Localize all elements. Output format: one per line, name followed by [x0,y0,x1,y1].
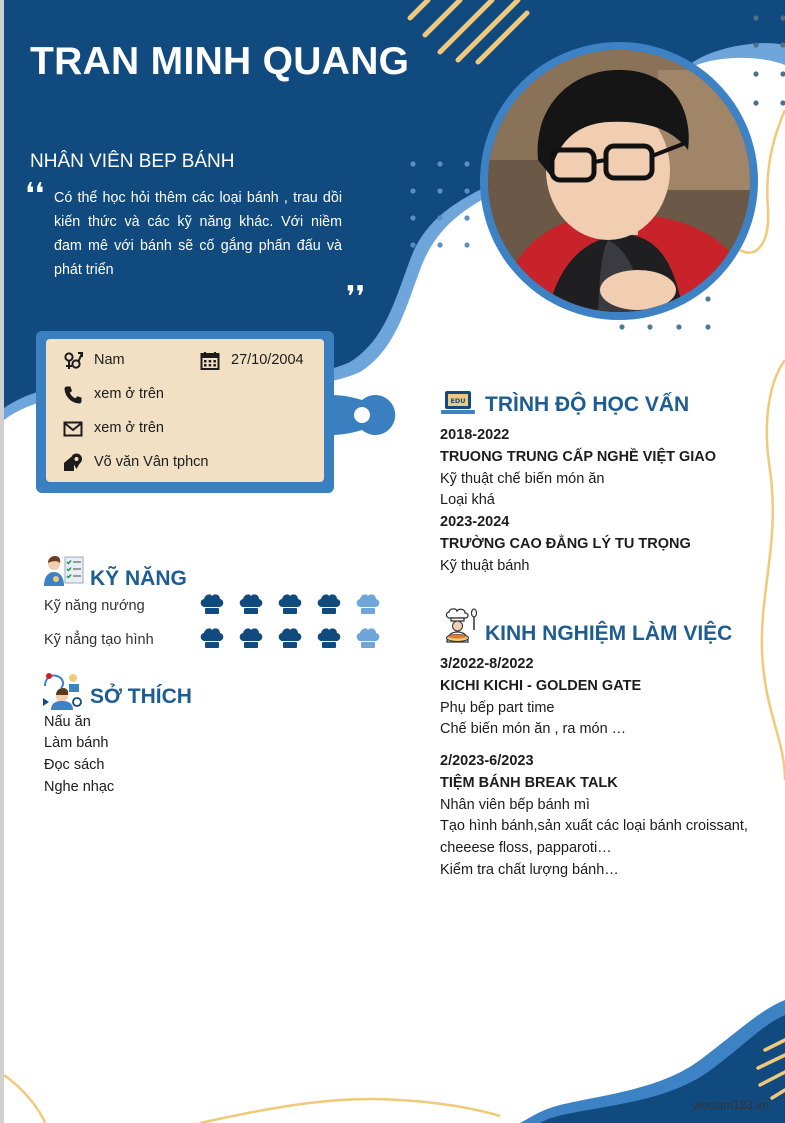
hobby-item: Nấu ăn [44,714,91,730]
calendar-icon [200,351,220,371]
experience-detail: Nhân viên bếp bánh mì [440,797,590,813]
chef-hat-rating-icon [316,627,342,651]
experience-title: KINH NGHIỆM LÀM VIỆC [485,622,733,645]
job-title: NHÂN VIÊN BEP BÁNH [30,151,235,172]
hobby-item: Làm bánh [44,735,109,751]
chef-hat-rating-icon [238,593,264,617]
quote-close-icon: ❜❜ [346,280,366,315]
avatar-illustration [488,50,750,312]
education-detail: Kỹ thuật chế biến món ăn [440,471,605,487]
skills-title: KỸ NĂNG [90,567,187,590]
education-detail: Loại khá [440,492,495,508]
hobbies-icon [43,672,83,710]
education-school: TRƯỜNG CAO ĐẲNG LÝ TU TRỌNG [440,536,691,552]
hobby-item: Nghe nhạc [44,779,115,795]
chef-hat-rating-icon [316,593,342,617]
experience-detail: cheeese floss, papparoti… [440,840,612,856]
skill-label: Kỹ năng nướng [44,598,145,614]
avatar [488,50,750,312]
chef-icon [441,608,479,644]
experience-detail: Kiểm tra chất lượng bánh… [440,862,619,878]
quote-open-icon: ❛❛ [25,177,45,212]
education-period: 2018-2022 [440,427,510,443]
experience-company: KICHI KICHI - GOLDEN GATE [440,678,642,694]
education-title: TRÌNH ĐỘ HỌC VẤN [485,393,690,416]
experience-period: 3/2022-8/2022 [440,656,534,672]
experience-detail: Chế biến món ăn , ra món … [440,721,627,737]
email-value: xem ở trên [94,420,164,436]
chef-hat-rating-icon [199,593,225,617]
location-icon [63,452,83,472]
career-objective: Có thể học hỏi thêm các loại bánh , trau dồi kiến thức và các kỹ năng khác. Với niềm đam mê với bánh sẽ cố gắng phấn đấu và phát triển [54,190,342,278]
mail-icon [63,419,83,439]
experience-detail: Tạo hình bánh,sản xuất các loại bánh croissant, [440,818,748,834]
chef-hat-rating-icon [238,627,264,651]
footer-watermark: vieclam123.vn [692,1098,769,1112]
skill-label: Kỹ nẳng tạo hình [44,632,154,648]
education-period: 2023-2024 [440,514,510,530]
hobby-item: Đọc sách [44,757,105,773]
hobbies-title: SỞ THÍCH [90,685,192,708]
education-icon [441,390,475,416]
chef-hat-rating-icon [355,593,381,617]
phone-icon [63,385,83,405]
chef-hat-rating-icon [277,593,303,617]
experience-company: TIỆM BÁNH BREAK TALK [440,775,618,791]
phone-value: xem ở trên [94,386,164,402]
candidate-name: TRAN MINH QUANG [30,40,410,83]
chef-hat-rating-icon [277,627,303,651]
experience-detail: Phụ bếp part time [440,700,555,716]
skills-icon [43,555,85,587]
education-school: TRUONG TRUNG CẤP NGHỀ VIỆT GIAO [440,449,717,465]
address-value: Võ văn Vân tphcn [94,454,209,470]
education-detail: Kỹ thuật bánh [440,558,530,574]
gender-icon [63,351,83,371]
gender-value: Nam [94,352,125,368]
svg-text:EDU: EDU [450,397,466,405]
skill-rating [199,593,389,619]
chef-hat-rating-icon [355,627,381,651]
birthday-value: 27/10/2004 [231,352,304,368]
chef-hat-rating-icon [199,627,225,651]
skill-rating [199,627,389,653]
experience-period: 2/2023-6/2023 [440,753,534,769]
